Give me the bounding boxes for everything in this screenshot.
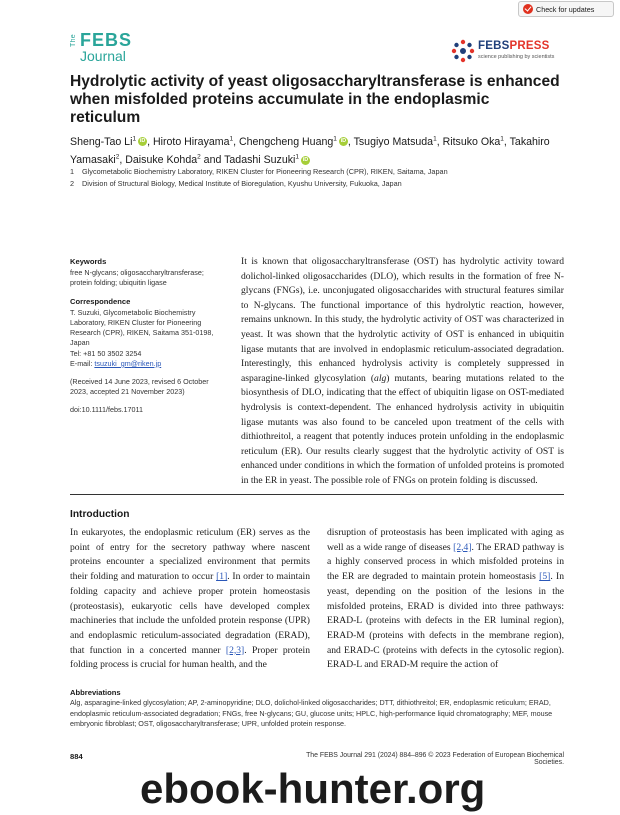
abstract-italic-alg: alg — [374, 372, 387, 384]
correspondence-tel: Tel: +81 50 3502 3254 — [70, 348, 142, 358]
section-divider — [70, 494, 564, 495]
febs-journal-logo — [70, 30, 170, 66]
author-entry — [70, 136, 153, 148]
author-separator: , — [503, 135, 510, 148]
correspondence-address: T. Suzuki, Glycometabolic Biochemistry Laboratory, RIKEN Cluster for Pioneering Research (CPR), RIKEN, Saitama 351-0198, Japan — [70, 307, 214, 348]
keywords-text: free N-glycans; oligosaccharyltransferase; protein folding; ubiquitin ligase — [70, 268, 204, 288]
author-name: Tadashi Suzuki — [224, 154, 296, 167]
author-list — [70, 131, 570, 168]
introduction-heading: Introduction — [70, 509, 130, 520]
author-name: Takahiro Yamasaki — [70, 135, 550, 167]
author-separator: and — [200, 154, 225, 167]
author-name: Chengcheng Huang — [239, 135, 334, 148]
author-affiliation-sup: 1 — [295, 153, 299, 161]
febs-press-mark-icon — [450, 38, 476, 64]
febs-press-logo — [450, 38, 560, 64]
author-entry — [224, 154, 310, 166]
author-affiliation-sup: 1 — [229, 135, 234, 142]
orcid-icon[interactable]: iD — [139, 138, 146, 145]
press-name: FEBSPRESS — [478, 40, 550, 52]
check-for-updates-button[interactable] — [518, 1, 614, 17]
author-entry — [239, 136, 354, 148]
author-separator: , — [347, 135, 354, 148]
introduction-left-column: In eukaryotes, the endoplasmic reticulum (ER) serves as the point of entry for the secretory pathway where nascent proteins encounter a specialized environment that permits their folding and maturation to occur [1]. In order to maintain folding capacity and achieve proper protein homeostasis (proteostasis), eukaryotic cells have developed complex machineries that include the unfolded protein response (UPR) and endoplasmic reticulum-associated degradation (ERAD), that function in a concerted manner [2,3]. Proper protein folding process is crucial for human health, and the — [70, 527, 310, 671]
abbreviations-heading: Abbreviations — [70, 688, 121, 697]
article-sidebar — [70, 257, 220, 424]
author-separator: , — [436, 135, 443, 148]
author-separator: , — [147, 135, 153, 148]
author-entry — [443, 136, 510, 148]
abbreviations-block — [70, 688, 564, 729]
author-affiliation-sup: 2 — [115, 153, 120, 161]
correspondence-email-line: E-mail: tsuzuki_gm@riken.jp — [70, 358, 162, 368]
author-entry — [125, 154, 224, 166]
abstract-text: It is known that oligosaccharyltransferase (OST) has hydrolytic activity toward dolichol-linked oligosaccharides (DLO), which results in the formation of free N-glycans (FNGs), i.e. unconjugated oligosaccharides with structural features similar to N-glycans. The functional importance of this hydrolytic reaction, however, remains unknown. In this study, the hydrolytic activity of OST was characterized in yeast. It was shown that the hydrolytic activity of OST is enhanced in ubiquitin ligase mutants that are involved in endoplasmic reticulum-associated degradation. Interestingly, this enhanced hydrolysis activity is completely suppressed in asparagine-linked glycosylation (alg) mutants, bearing mutations related to the biosynthesis of DLO, indicating that the effect of ubiquitin ligase on OST-mediated hydrolysis is context-dependent. The enhanced hydrolysis activity in ubiquitin ligase mutants was also found to be canceled upon treatment of the cells with dithiothreitol, a reagent that potently induces protein unfolding in the endoplasmic reticulum (ER). Our results clearly suggest that the hydrolytic activity of OST is enhanced under conditions in which the formation of unfolded proteins is promoted in the ER in yeast. The possible role of FNGs on protein folding is discussed. — [241, 256, 564, 486]
affiliation-number: 1 — [70, 167, 75, 176]
orcid-icon[interactable]: iD — [340, 138, 347, 145]
correspondence-email-link[interactable]: tsuzuki_gm@riken.jp — [94, 358, 162, 368]
author-separator: , — [119, 154, 126, 167]
reference-link[interactable]: [2,4] — [453, 541, 472, 553]
affiliation-text: Division of Structural Biology, Medical Institute of Bioregulation, Kyushu University, Fukuoka, Japan — [82, 179, 402, 188]
affiliation-text: Glycometabolic Biochemistry Laboratory, RIKEN Cluster for Pioneering Research (CPR), RIKEN, Saitama, Japan — [82, 167, 448, 176]
correspondence-block — [70, 297, 220, 369]
journal-logo-the: The — [70, 34, 77, 47]
reference-link[interactable]: [2,3] — [225, 644, 245, 656]
received-dates: (Received 14 June 2023, revised 6 October 2023, accepted 21 November 2023) — [70, 377, 209, 397]
abbreviations-text: Alg, asparagine-linked glycosylation; AP, 2-aminopyridine; DLO, dolichol-linked oligosaccharides; DTT, dithiothreitol; ER, endoplasmic reticulum; ERAD, endoplasmic reticulum-associated degradation; FNGs, free N-glycans; GU, glucose units; HPLC, high-performance liquid chromatography; MEF, mouse embryonic fibroblast; OST, oligosaccharyltransferase; UPR, unfolded protein response. — [70, 698, 553, 728]
journal-logo-febs: FEBS — [80, 30, 133, 50]
author-affiliation-sup: 2 — [197, 153, 201, 161]
author-name: Hiroto Hirayama — [152, 135, 230, 148]
author-affiliation-sup: 1 — [500, 135, 504, 142]
page-number: 884 — [70, 752, 83, 761]
author-name: Sheng-Tao Li — [70, 135, 133, 148]
author-affiliation-sup: 1 — [132, 135, 137, 142]
author-name: Daisuke Kohda — [125, 154, 198, 167]
author-affiliation-sup: 1 — [333, 135, 337, 142]
reference-link[interactable]: [5] — [539, 571, 551, 583]
correspondence-heading: Correspondence — [70, 296, 131, 306]
keywords-heading: Keywords — [70, 257, 107, 266]
author-separator: , — [233, 135, 239, 148]
author-entry — [354, 136, 443, 148]
affiliation-item — [70, 178, 570, 190]
orcid-icon[interactable]: iD — [302, 156, 309, 163]
affiliations — [70, 166, 570, 190]
author-name: Ritsuko Oka — [442, 135, 501, 148]
check-updates-icon — [523, 4, 533, 14]
article-title: Hydrolytic activity of yeast oligosaccharyltransferase is enhanced when misfolded proteins accumulate in the endoplasmic reticulum — [70, 73, 560, 126]
author-name: Tsugiyo Matsuda — [353, 135, 434, 148]
affiliation-item — [70, 166, 570, 178]
press-tagline: science publishing by scientists — [478, 54, 555, 60]
doi-text: doi:10.1111/febs.17011 — [70, 405, 143, 415]
author-affiliation-sup: 1 — [433, 135, 437, 142]
affiliation-number: 2 — [70, 179, 75, 188]
journal-logo-journal: Journal — [80, 48, 126, 64]
reference-link[interactable]: [1] — [216, 571, 228, 583]
keywords-block — [70, 257, 220, 289]
footer-citation: The FEBS Journal 291 (2024) 884–896 © 2023 Federation of European Biochemical Societies. — [306, 752, 564, 766]
check-for-updates-label: Check for updates — [536, 4, 595, 14]
watermark-text: ebook-hunter.org — [140, 765, 486, 812]
author-entry — [153, 136, 239, 148]
introduction-right-column: disruption of proteostasis has been implicated with aging as well as a wide range of diseases [2,4]. The ERAD pathway is a highly conserved process in which misfolded proteins in the ER are degraded to maintain protein homeostasis [5]. In yeast, depending on the position of the lesions in the misfolded proteins, ERAD is divided into three pathways: ERAD-L (proteins with defects in the ER luminal region), ERAD-M (proteins with defects in the membrane region), and ERAD-C (proteins with defects in the cytosolic region). ERAD-L and ERAD-M require the action of — [327, 527, 564, 671]
